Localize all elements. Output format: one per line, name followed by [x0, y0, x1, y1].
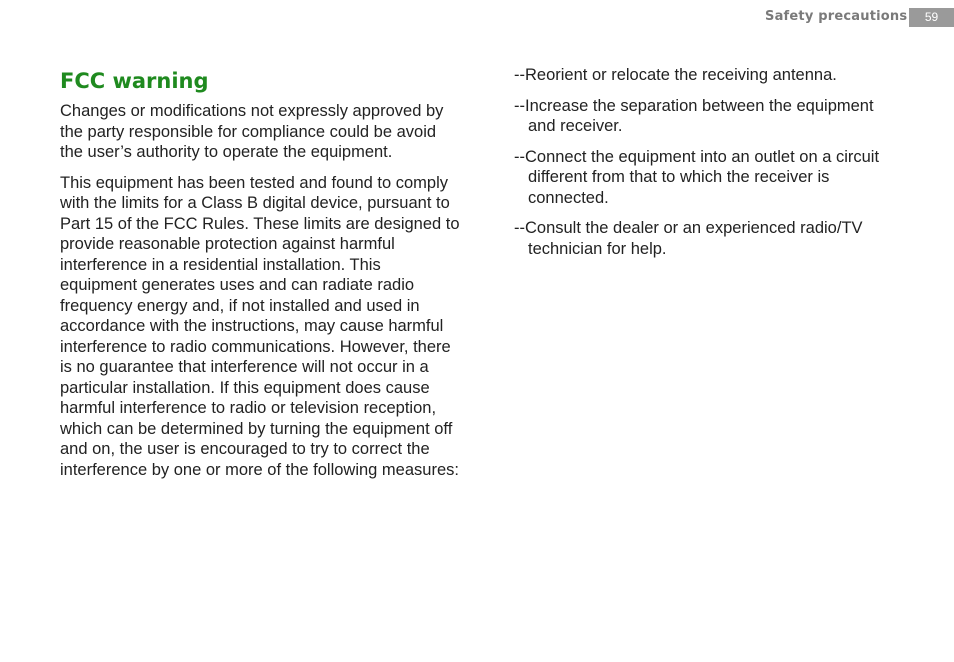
- measure-item: --Increase the separation between the equipment and receiver.: [514, 96, 874, 135]
- measure-item: --Reorient or relocate the receiving antenna.: [514, 66, 837, 84]
- right-column-measures: [514, 65, 899, 269]
- running-header-section-title: Safety precautions: [765, 9, 908, 24]
- paragraph-modifications: Changes or modifications not expressly approved by the party responsible for compliance could be avoid the user’s authority to operate the equipment.: [60, 102, 444, 161]
- paragraph-compliance: This equipment has been tested and found to comply with the limits for a Class B digital device, pursuant to Part 15 of the FCC Rules. These limits are designed to provide reasonable protection against harmful interference in a residential installation. This equipment generates uses and can radiate radio frequency energy and, if not installed and used in accordance with the instructions, may cause harmful interference to radio communications. However, there is no guarantee that interference will not occur in a particular installation. If this equipment does cause harmful interference to radio or television reception, which can be determined by turning the equipment off and on, the user is encouraged to try to correct the interference by one or more of the following measures:: [60, 173, 460, 479]
- left-column: [60, 68, 462, 490]
- section-heading: FCC warning: [60, 69, 209, 93]
- measure-item: --Connect the equipment into an outlet on a circuit different from that to which the receiver is connected.: [514, 147, 880, 207]
- measure-item: --Consult the dealer or an experienced radio/TV technician for help.: [514, 219, 863, 258]
- page-number-badge: 59: [909, 8, 954, 27]
